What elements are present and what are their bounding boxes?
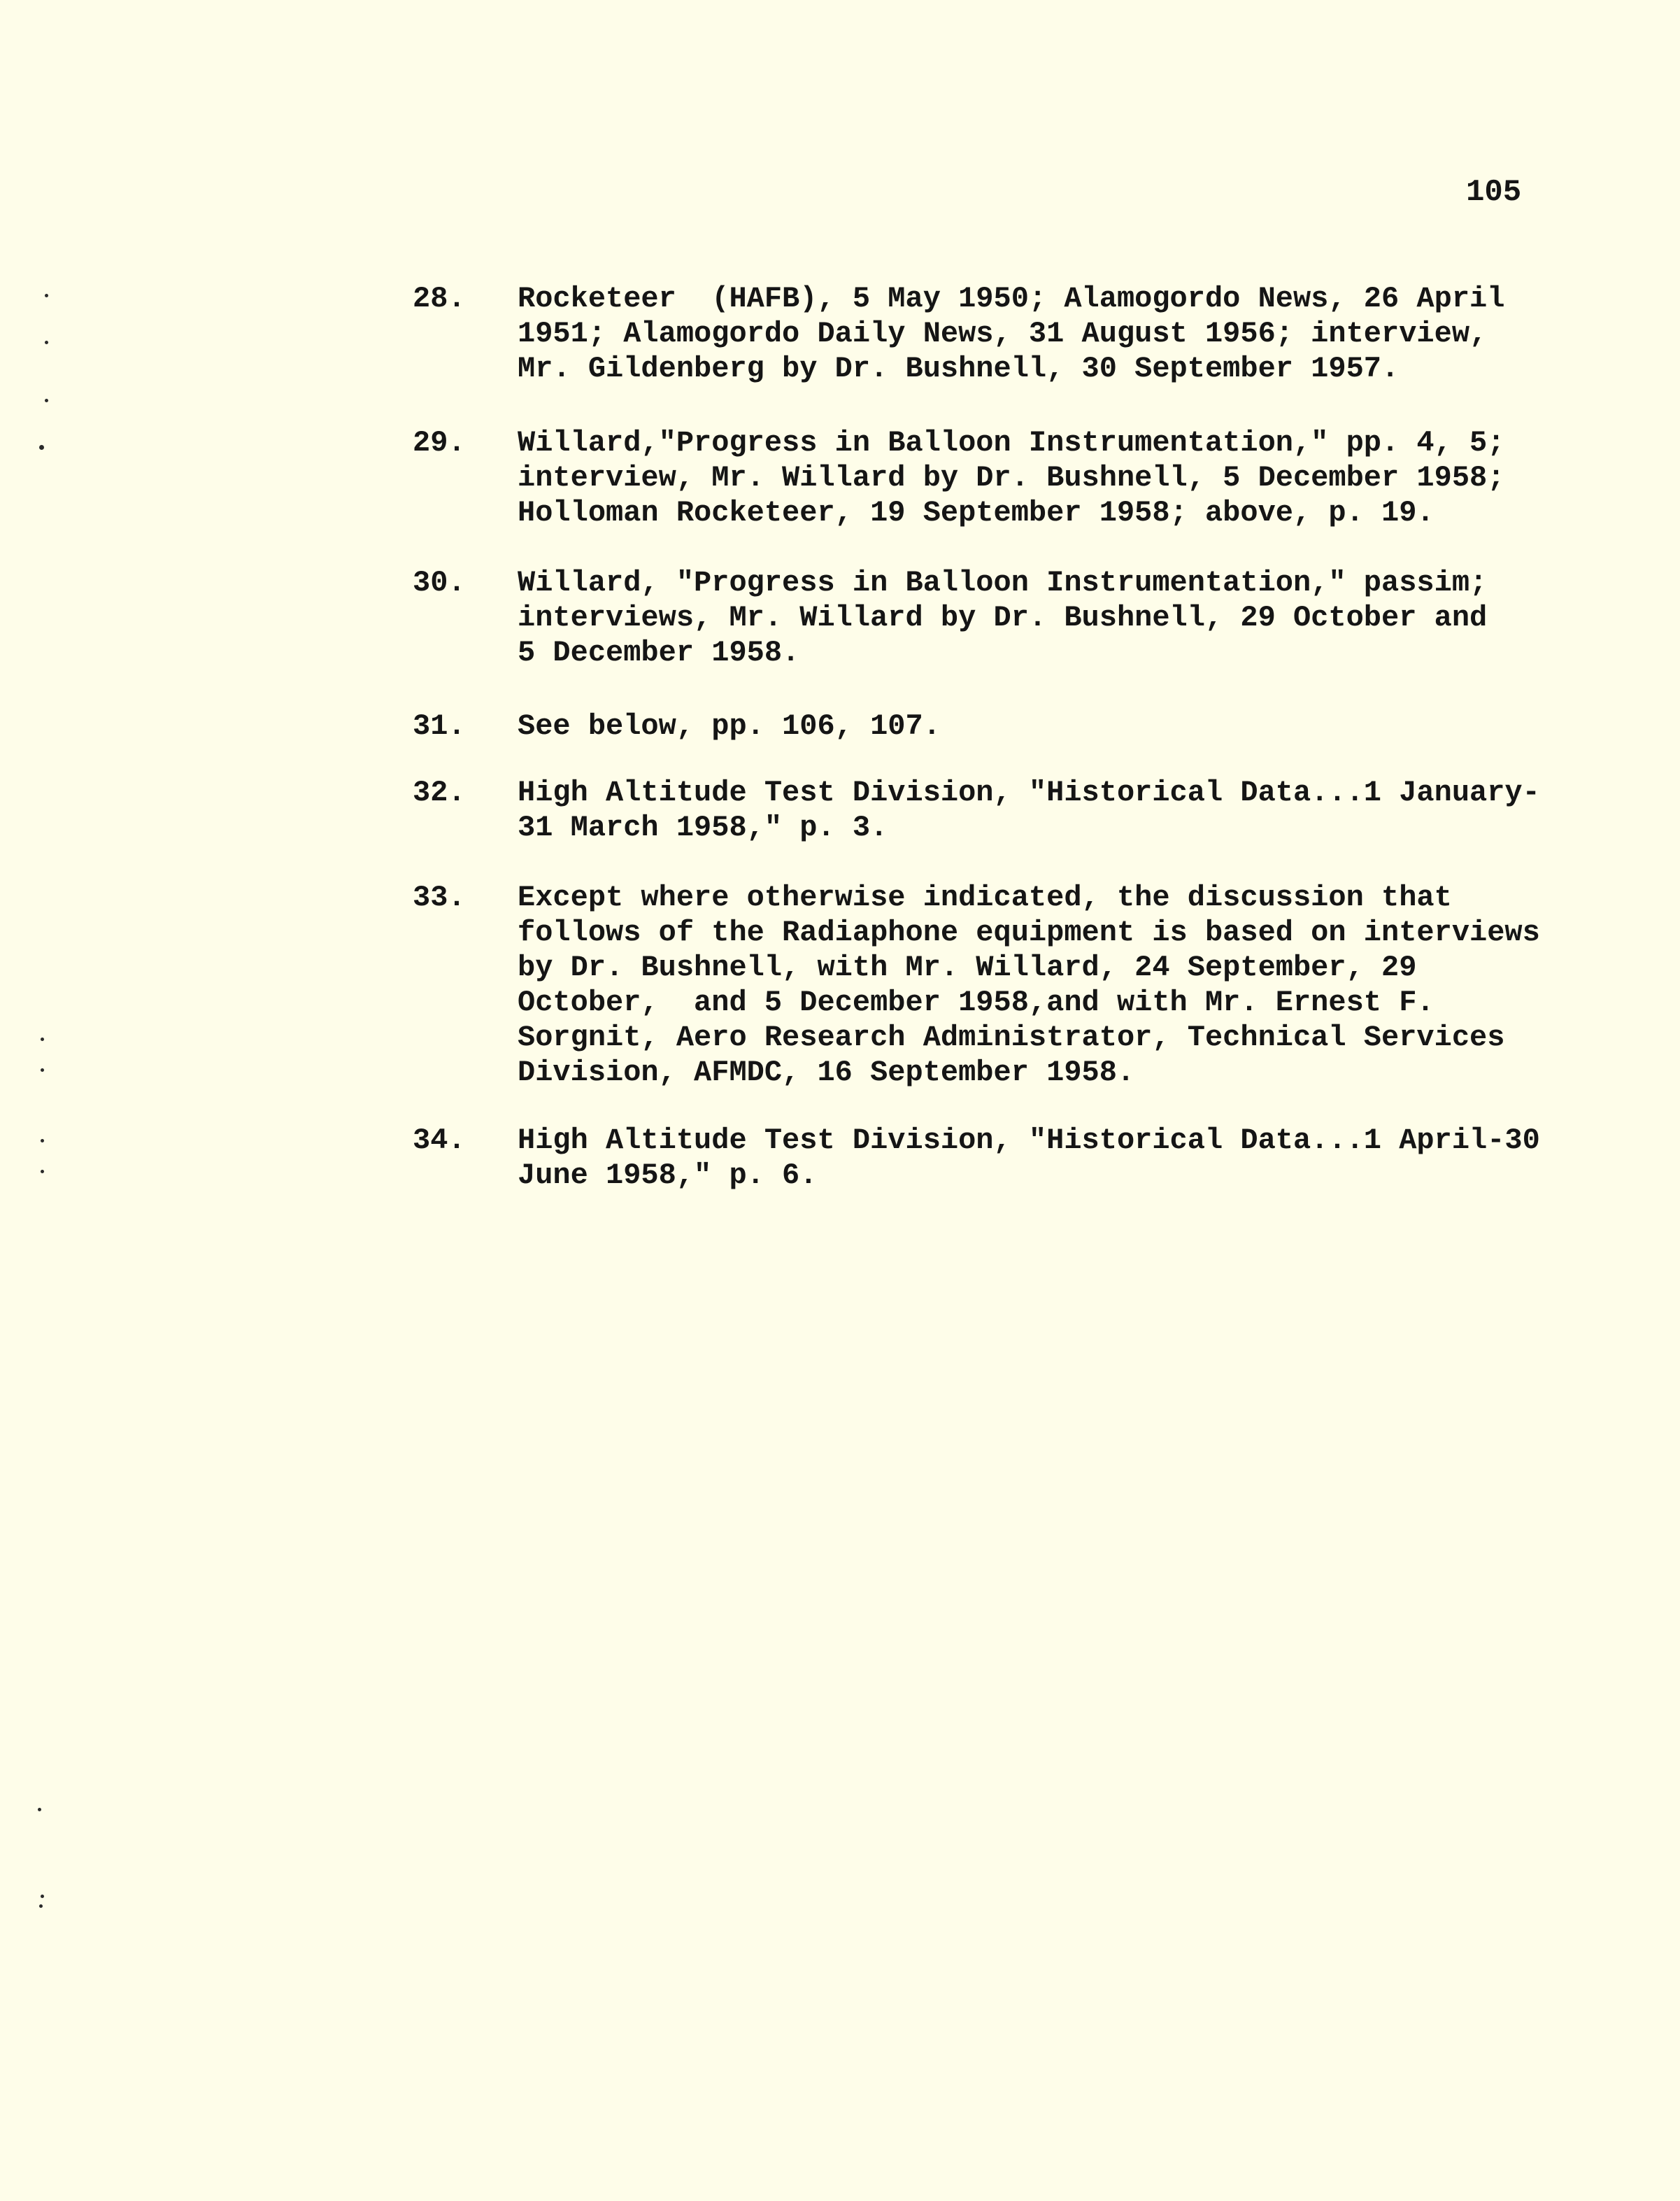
scan-speck (45, 341, 48, 344)
endnote-line: June 1958," p. 6. (518, 1159, 818, 1192)
endnote-number: 30. (413, 566, 466, 600)
endnote-line: 1951; Alamogordo Daily News, 31 August 1956; interview, (518, 317, 1488, 351)
scan-speck (41, 1068, 44, 1072)
endnote-line: Sorgnit, Aero Research Administrator, Technical Services (518, 1021, 1505, 1054)
endnote-line: interviews, Mr. Willard by Dr. Bushnell, 29 October and (518, 601, 1488, 635)
endnote-line: Willard,"Progress in Balloon Instrumentation," pp. 4, 5; (518, 426, 1505, 460)
endnote-number: 33. (413, 881, 466, 914)
endnote-number: 32. (413, 776, 466, 809)
endnote-line: Rocketeer (HAFB), 5 May 1950; Alamogordo News, 26 April (518, 282, 1505, 316)
scan-speck (41, 1170, 44, 1173)
endnote-line: 31 March 1958," p. 3. (518, 811, 888, 844)
endnote-line: interview, Mr. Willard by Dr. Bushnell, 5 December 1958; (518, 461, 1505, 495)
endnote-line: Except where otherwise indicated, the discussion that (518, 881, 1452, 914)
scan-speck (41, 1139, 44, 1142)
scan-speck (41, 1895, 44, 1898)
endnote-line: See below, pp. 106, 107. (518, 709, 941, 743)
scan-speck (45, 294, 48, 297)
endnote-number: 31. (413, 709, 466, 743)
endnote-text (518, 281, 1567, 386)
scan-speck (39, 445, 44, 450)
endnote-text (518, 775, 1567, 845)
endnote-text (518, 880, 1567, 1090)
page-number: 105 (1466, 175, 1522, 210)
endnote-line: October, and 5 December 1958,and with Mr. Ernest F. (518, 986, 1435, 1019)
endnote-line: Holloman Rocketeer, 19 September 1958; above, p. 19. (518, 496, 1435, 530)
endnote-text (518, 709, 1567, 744)
endnote-number: 28. (413, 282, 466, 316)
endnote-number: 34. (413, 1124, 466, 1157)
endnote-line: High Altitude Test Division, "Historical Data...1 January- (518, 776, 1540, 809)
endnote-line: Willard, "Progress in Balloon Instrumentation," passim; (518, 566, 1488, 600)
scan-speck (45, 399, 48, 402)
endnote-text (518, 1123, 1567, 1193)
endnote-line: High Altitude Test Division, "Historical Data...1 April-30 (518, 1124, 1540, 1157)
scan-speck (41, 1038, 44, 1041)
endnote-line: by Dr. Bushnell, with Mr. Willard, 24 September, 29 (518, 951, 1417, 984)
endnote-line: follows of the Radiaphone equipment is based on interviews (518, 916, 1540, 949)
endnote-line: Mr. Gildenberg by Dr. Bushnell, 30 September 1957. (518, 352, 1400, 385)
endnote-line: Division, AFMDC, 16 September 1958. (518, 1056, 1135, 1089)
scan-speck (39, 1904, 43, 1908)
endnote-number: 29. (413, 426, 466, 460)
endnote-text (518, 425, 1567, 530)
endnote-line: 5 December 1958. (518, 636, 800, 670)
scan-speck (38, 1808, 41, 1811)
endnote-text (518, 565, 1567, 670)
